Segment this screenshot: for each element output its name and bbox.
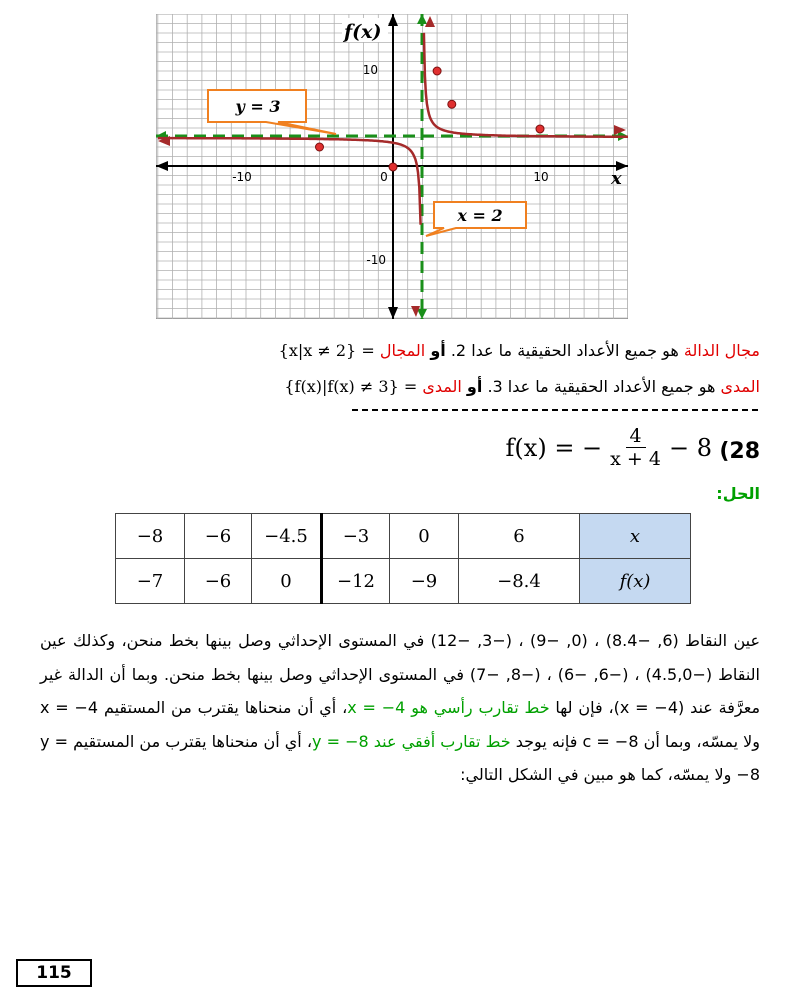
tick-label-x-neg10: -10: [232, 170, 252, 184]
range-term: المدى: [720, 377, 760, 396]
tick-label-y-neg10: -10: [366, 253, 386, 267]
table-row-fx: [116, 559, 691, 604]
problem-formula: [506, 425, 712, 470]
para-part2: ، أي أن منحناها يقترب من المستقيم x = −4 ولا يمسّه، وبما أن c = −8 فإنه يوجد: [40, 698, 760, 751]
table-cell: −9: [390, 559, 459, 604]
tick-label-x-pos10: 10: [533, 170, 549, 184]
callout-y3-text: y = 3: [235, 97, 281, 116]
domain-term2: المجال: [379, 341, 426, 360]
vertical-asymptote-term: خط تقارب رأسي هو x = −4: [347, 698, 550, 717]
tick-label-origin: 0: [380, 170, 388, 184]
plotted-point: [448, 100, 456, 108]
para-part1: عين النقاط (6, −8.4) ، (0, −9) ، (−3, −12) في المستوى الإحداثي وصل بينها بخط منحن، وكذلك عين النقاط (−4.5,0) ، (−6, −6) ، (−8, −7) في المستوى الإحداثي وصل بينها بخط منحن. وبما أن الدالة غير معرَّفة عند (x = −4)، فإن لها: [40, 631, 761, 717]
range-term2: المدى: [422, 377, 462, 396]
dashed-separator: [352, 409, 758, 411]
page-number: 115: [16, 959, 92, 987]
table-cell: 0: [252, 559, 322, 604]
fraction-denominator: x + 4: [610, 448, 661, 470]
domain-term: مجال الدالة: [683, 341, 760, 360]
para-part3: ، أي أن منحناها يقترب من المستقيم y = −8 ولا يمسّه، كما هو مبين في الشكل التالي:: [40, 731, 760, 784]
table-header-fx: f(x): [580, 559, 691, 604]
formula-rhs: − 8: [668, 433, 712, 462]
plotted-point: [316, 143, 324, 151]
table-header-x: x: [580, 514, 691, 559]
table-cell: 0: [390, 514, 459, 559]
y-axis-label: f(x): [344, 21, 382, 43]
table-cell: −12: [322, 559, 390, 604]
values-table: [115, 513, 691, 604]
fraction-numerator: 4: [626, 425, 646, 448]
solution-paragraph: [40, 624, 760, 792]
table-cell: −3: [322, 514, 390, 559]
range-math: = {f(x)|f(x) ≠ 3}: [284, 377, 423, 396]
formula-fraction: [610, 425, 661, 470]
table-cell: −7: [116, 559, 185, 604]
table-row-x: [116, 514, 691, 559]
domain-math: = {x|x ≠ 2}: [278, 341, 380, 360]
domain-text: هو جميع الأعداد الحقيقية ما عدا 2.: [445, 341, 684, 360]
formula-lhs: f(x) = −: [505, 433, 603, 462]
function-graph: [156, 14, 628, 319]
range-line: [284, 377, 760, 396]
range-or: أو: [466, 377, 483, 396]
table-cell: −6: [185, 559, 252, 604]
plotted-point: [536, 125, 544, 133]
solution-label: الحل:: [716, 484, 760, 503]
table-cell: 6: [459, 514, 580, 559]
callout-x2-text: x = 2: [457, 206, 503, 225]
table-cell: −8.4: [459, 559, 580, 604]
horizontal-asymptote-term: خط تقارب أفقي عند y = −8: [312, 731, 511, 751]
problem-number: (28: [719, 439, 760, 464]
domain-line: [279, 341, 760, 360]
table-cell: −8: [116, 514, 185, 559]
table-cell: −6: [185, 514, 252, 559]
plotted-point: [389, 163, 397, 171]
domain-or: أو: [430, 341, 446, 360]
plotted-point: [433, 67, 441, 75]
x-axis-label: x: [611, 168, 622, 189]
tick-label-y-pos10: 10: [362, 63, 378, 77]
table-cell: −4.5: [252, 514, 322, 559]
range-text: هو جميع الأعداد الحقيقية ما عدا 3.: [482, 377, 721, 396]
problem-28: [140, 425, 760, 485]
